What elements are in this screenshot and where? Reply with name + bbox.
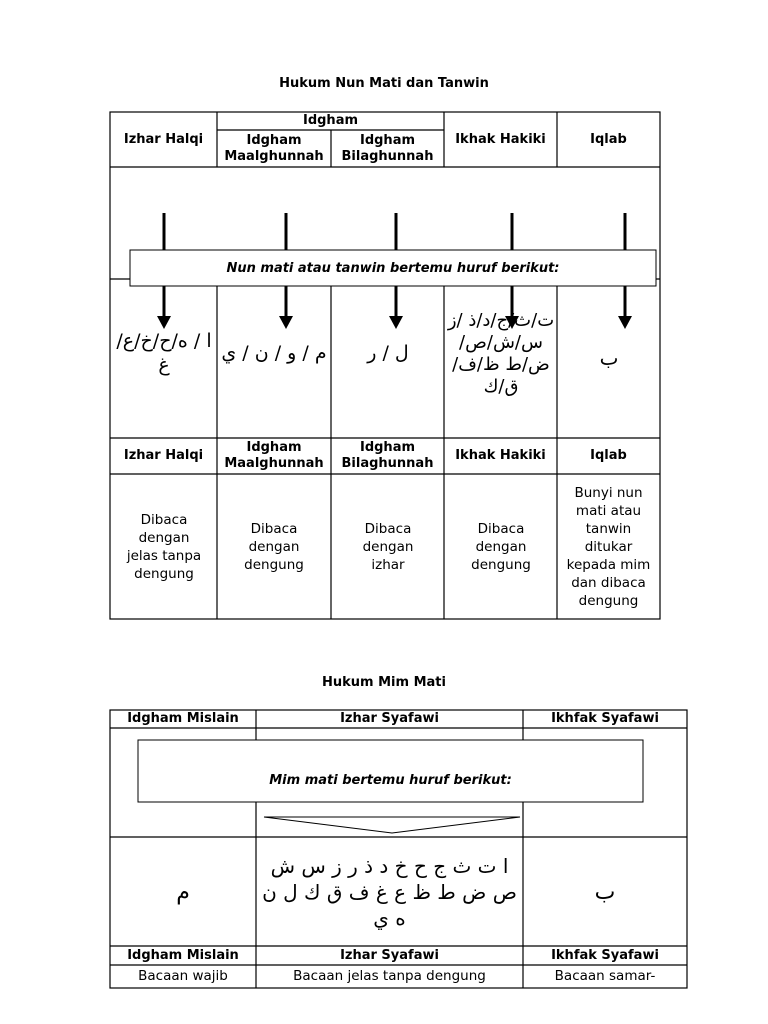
mim-table-title: Hukum Mim Mati: [322, 675, 446, 690]
mim-desc-idgham-mislain: Bacaan wajib: [138, 968, 228, 984]
nun-letters-iqlab: ب: [599, 346, 619, 370]
mim-desc-ikhfak-syafawi: Bacaan samar-: [554, 968, 656, 984]
nun-header-iqlab: Iqlab: [590, 131, 627, 147]
mim-header-izhar-syafawi: Izhar Syafawi: [340, 711, 439, 726]
mim-letters-izhar-syafawi: ا ت ث ج ح خ د ذ ر ز س ش ص ض ط ظ ع غ ف ق ك ل ن ه ي: [262, 853, 517, 930]
nun-header2-izhar-halqi: Izhar Halqi: [123, 448, 204, 463]
nun-letters-ikhak-hakiki: ت/ث/ج/د/ذ /ز س/ش/ص/ ض/ط ظ/ف/ق/ك: [447, 310, 555, 397]
nun-desc-izhar-halqi: Dibaca dengan jelas tanpa dengung: [126, 511, 202, 582]
mim-letters-ikhfak-syafawi: ب: [594, 879, 616, 905]
mim-header2-ikhfak-syafawi: Ikhfak Syafawi: [551, 947, 659, 963]
mim-letters-idgham-mislain: م: [176, 879, 190, 905]
nun-header-idgham-maalghunnah: Idgham Maalghunnah: [224, 132, 324, 164]
mim-header2-izhar-syafawi: Izhar Syafawi: [340, 947, 439, 963]
nun-letters-izhar-halqi: ا / ه/ح/خ/ع/غ: [116, 330, 212, 376]
nun-header2-iqlab: Iqlab: [590, 448, 627, 463]
nun-letters-idgham-bilaghunnah: ل / ر: [367, 342, 409, 364]
nun-header-izhar-halqi: Izhar Halqi: [123, 131, 204, 147]
nun-header2-idgham-maalghunnah: Idgham Maalghunnah: [224, 440, 324, 471]
mim-chevron-arrow: [264, 817, 520, 833]
nun-letters-idgham-maalghunnah: م / و / ن / ي: [221, 342, 327, 364]
mim-header-idgham-mislain: Idgham Mislain: [127, 711, 239, 726]
nun-desc-iqlab: Bunyi nun mati atau tanwin ditukar kepada mim dan dibaca dengung: [566, 484, 651, 609]
mim-banner: Mim mati bertemu huruf berikut:: [269, 772, 512, 788]
mim-desc-izhar-syafawi: Bacaan jelas tanpa dengung: [293, 968, 486, 984]
nun-header-ikhak-hakiki: Ikhak Hakiki: [455, 131, 546, 147]
nun-header-idgham-group: Idgham: [302, 113, 359, 128]
nun-desc-ikhak-hakiki: Dibaca dengan dengung: [471, 520, 531, 573]
nun-header-idgham-bilaghunnah: Idgham Bilaghunnah: [341, 132, 434, 164]
mim-header-ikhfak-syafawi: Ikhfak Syafawi: [551, 711, 659, 726]
nun-table-title: Hukum Nun Mati dan Tanwin: [279, 76, 489, 91]
mim-header2-idgham-mislain: Idgham Mislain: [127, 947, 239, 963]
nun-banner: Nun mati atau tanwin bertemu huruf berikut:: [226, 260, 560, 276]
nun-desc-idgham-maalghunnah: Dibaca dengan dengung: [244, 520, 304, 573]
nun-header2-idgham-bilaghunnah: Idgham Bilaghunnah: [341, 440, 434, 471]
nun-header2-ikhak-hakiki: Ikhak Hakiki: [455, 448, 546, 463]
nun-desc-idgham-bilaghunnah: Dibaca dengan izhar: [362, 520, 414, 573]
